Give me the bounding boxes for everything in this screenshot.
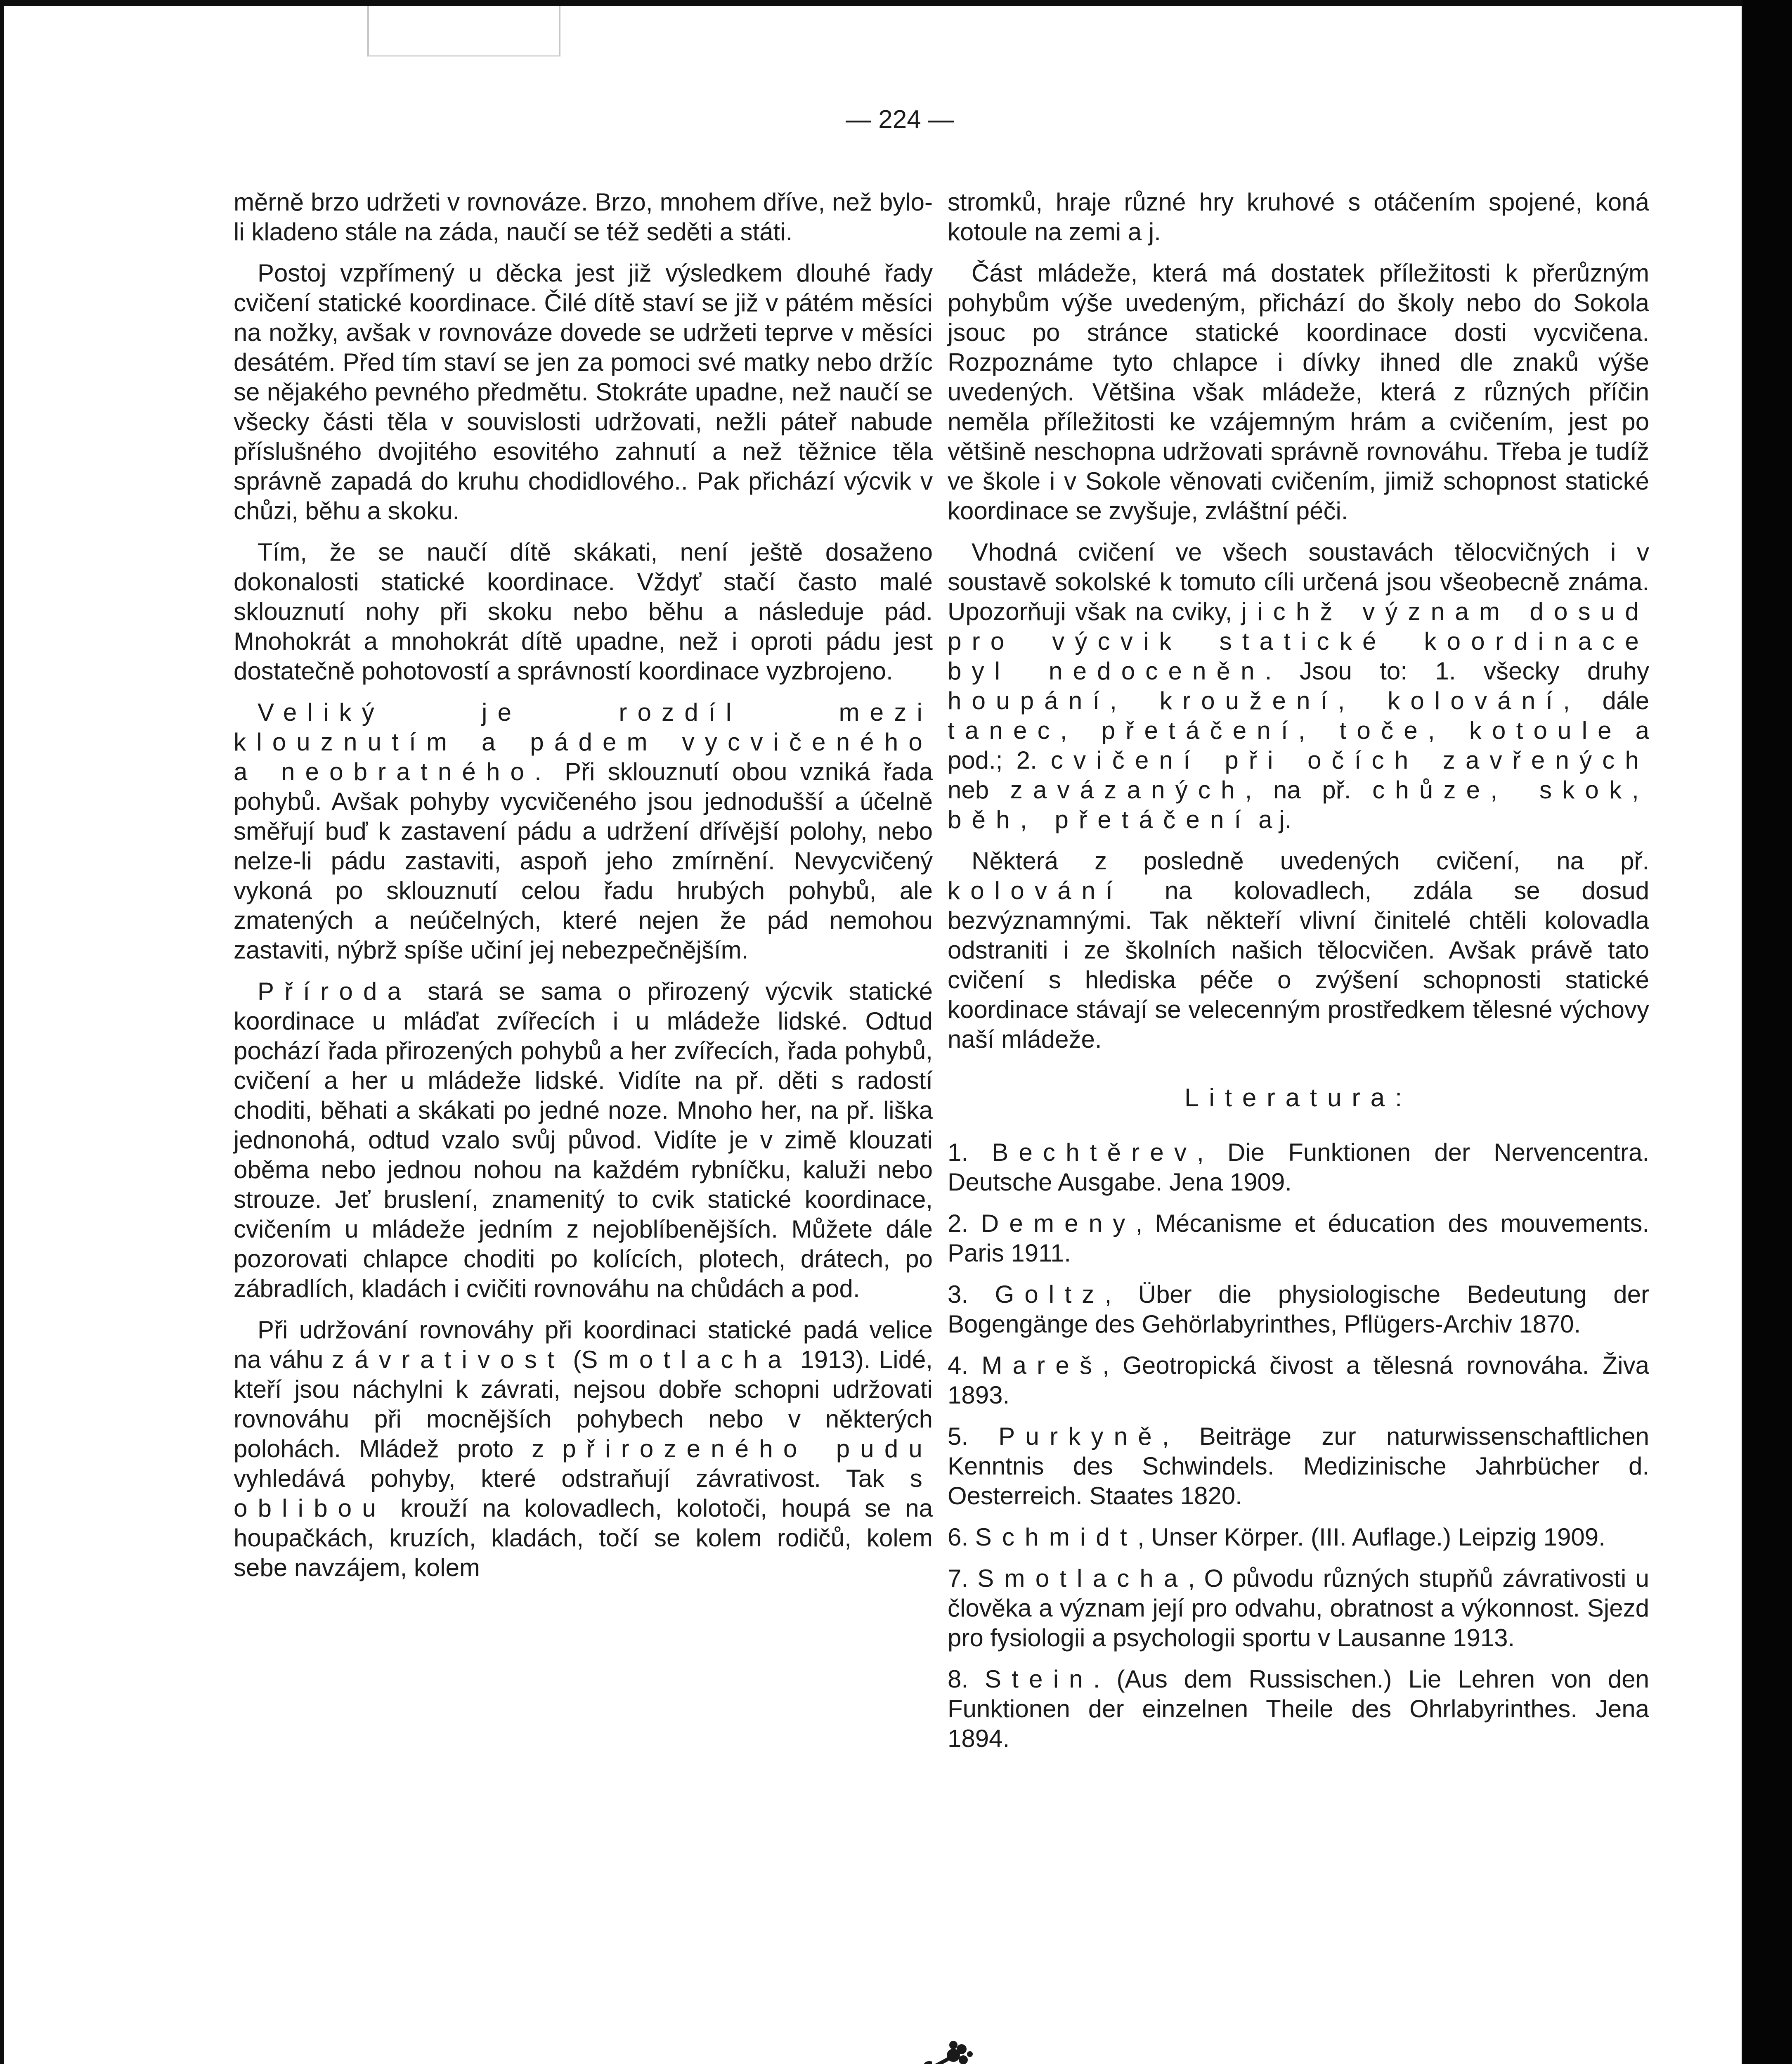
paragraph-text: krouží na kolovadlech, kolotoči, houpá se na houpačkách, kruzích, kladách, točí se kolem rodičů, kolem sebe navzájem, kolem xyxy=(234,1494,933,1581)
reference-item xyxy=(948,1664,1649,1754)
paragraph: měrně brzo udržeti v rovnováze. Brzo, mnohem dříve, než bylo-li kladeno stále na záda, naučí se též seděti a státi. xyxy=(234,188,933,246)
reference-author: Smotlacha xyxy=(977,1565,1188,1592)
paragraph-text: na kolovadlech, zdála se dosud bezvýznamnými. Tak někteří vlivní činitelé chtěli kolovadla odstraniti i ze školních našich tělocvičen. Avšak právě tato cvičení s hlediska péče o zvýšení schopnosti statické koordinace stávají se velecenným prostředkem tělesné výchovy naší mládeže. xyxy=(948,877,1649,1053)
reference-text: . (Aus dem Russischen.) Lie Lehren von den Funktionen der einzelnen Theile des Ohrlabyrinthes. Jena 1894. xyxy=(948,1665,1649,1752)
spaced-emphasis: tanec, přetáčení, toče, kotoule xyxy=(948,717,1622,744)
paragraph-text: Při sklouznutí obou vzniká řada pohybů. Avšak pohyby vycvičeného jsou jednodušší a účelně směřují buď k zastavení pádu a udržení dřívější polohy, nebo nelze-li pádu zastaviti, aspoň jeho zmírnění. Nevycvičený vykoná po sklouznutí celou řadu hrubých pohybů, ale zmatených a neúčelných, které nejen že pád nemohou zastaviti, nýbrž spíše učiní jej nebezpečnějším. xyxy=(234,758,933,964)
reference-number: 6. xyxy=(948,1523,975,1551)
spaced-emphasis: jichž význam dosud pro výcvik statické koordinace byl nedoceněn xyxy=(948,598,1649,685)
book-page xyxy=(4,6,1742,2064)
reference-text: , Beiträge zur naturwissenschaftlichen Kenntnis des Schwindels. Medizinische Jahrbücher d. Oesterreich. Staates 1820. xyxy=(948,1423,1649,1510)
paragraph-text: dále xyxy=(1580,687,1649,715)
spaced-emphasis: s oblibou xyxy=(234,1465,933,1522)
reference-text: , Geotropická čivost a tělesná rovnováha. Živa 1893. xyxy=(948,1352,1649,1409)
spaced-emphasis: houpání, kroužení, kolování, xyxy=(948,687,1581,715)
scan-artifact xyxy=(367,6,560,57)
paragraph-text: Některá z posledně uvedených cvičení, na př. xyxy=(972,847,1649,875)
reference-number: 5. xyxy=(948,1423,999,1450)
reference-item xyxy=(948,1422,1649,1511)
paragraph-text: 1913). Lidé, kteří jsou náchylni k závrati, nejsou dobře schopni udržovati rovnováhu při mocnějších pohybech nebo v některých polohách. Mládež proto z xyxy=(234,1346,933,1463)
reference-item xyxy=(948,1209,1649,1268)
reference-text: , Mécanisme et éducation des mouvements. Paris 1911. xyxy=(948,1210,1649,1267)
right-column xyxy=(948,187,1649,1765)
paragraph-text: Vhodná cvičení ve všech soustavách tělocvičných i v soustavě sokolské k tomuto cíli určená jsou všeobecně známa. Upozorňuji však na cviky, xyxy=(948,538,1649,625)
paragraph-text: . Jsou to: 1. všecky druhy xyxy=(1265,657,1649,685)
paragraph-text: Při udržování rovnováhy při koordinaci statické padá velice na váhu xyxy=(234,1316,933,1373)
paragraph-text: vyhledává pohyby, které odstraňují závrativost. Tak xyxy=(234,1465,910,1492)
spaced-emphasis: Smotlacha xyxy=(581,1346,792,1373)
left-column xyxy=(234,187,933,1594)
paragraph-text: , na př. xyxy=(1245,776,1373,804)
spaced-emphasis: cvičení při očích zavřených xyxy=(1050,746,1650,774)
reference-list xyxy=(948,1138,1649,1754)
spaced-emphasis: chůze, skok, běh, přetáčení xyxy=(948,776,1650,833)
spaced-emphasis: Příroda xyxy=(258,978,412,1005)
paragraph: stromků, hraje různé hry kruhové s otáčením spojené, koná kotoule na zemi a j. xyxy=(948,188,1649,246)
reference-text: , Die Funktionen der Nervencentra. Deutsche Ausgabe. Jena 1909. xyxy=(948,1139,1649,1196)
paragraph: Postoj vzpřímený u děcka jest již výsledkem dlouhé řady cvičení statické koordinace. Čilé dítě staví se již v pátém měsíci na nožky, avšak v rovnováze dovede se udržeti teprve v měsíci desátém. Před tím staví se jen za pomoci své matky nebo držíc se nějakého pevného předmětu. Stokráte upadne, než naučí se všecky části těla v souvislosti udržovati, nežli páteř nabude příslušného dvojitého esovitého zahnutí a než těžnice těla správně zapadá do kruhu chodidlového.. Pak přichází výcvik v chůzi, běhu a skoku. xyxy=(234,259,933,525)
reference-number: 7. xyxy=(948,1565,978,1592)
paragraph xyxy=(948,537,1649,835)
page-number: — 224 — xyxy=(846,105,954,134)
paragraph xyxy=(234,698,933,965)
paragraph-text: a pod.; 2. xyxy=(948,717,1649,774)
reference-author: Demeny xyxy=(981,1210,1136,1237)
reference-item xyxy=(948,1522,1649,1552)
floral-ornament-icon xyxy=(908,2037,974,2064)
reference-number: 8. xyxy=(948,1665,985,1693)
spaced-emphasis: Veliký je rozdíl mezi klouznutím a pádem vycvičeného a neobratného. xyxy=(234,698,933,786)
paragraph-text: neb xyxy=(948,776,1010,804)
spaced-emphasis: závrativost xyxy=(331,1346,565,1373)
paragraph xyxy=(234,977,933,1304)
reference-item xyxy=(948,1564,1649,1653)
paragraph xyxy=(234,1315,933,1583)
reference-item xyxy=(948,1138,1649,1197)
reference-text: , O původu různých stupňů závrativosti u člověka a význam její pro odvahu, obratnost a výkonnost. Sjezd pro fysiologii a psychologii sportu v Lausanne 1913. xyxy=(948,1565,1649,1652)
spaced-emphasis: kolování xyxy=(948,877,1123,904)
spaced-emphasis: zavázaných xyxy=(1010,776,1245,804)
reference-item xyxy=(948,1280,1649,1339)
spaced-emphasis: přirozeného pudu xyxy=(562,1435,933,1463)
reference-text: , Unser Körper. (III. Auflage.) Leipzig 1909. xyxy=(1137,1523,1605,1551)
reference-number: 3. xyxy=(948,1281,995,1308)
literature-heading: Literatura: xyxy=(1184,1084,1412,1112)
paragraph xyxy=(948,846,1649,1054)
reference-author: Bechtěrev xyxy=(992,1139,1197,1166)
reference-author: Mareš xyxy=(981,1352,1103,1379)
reference-number: 1. xyxy=(948,1139,992,1166)
reference-item xyxy=(948,1351,1649,1410)
reference-author: Purkyně xyxy=(998,1423,1162,1450)
reference-author: Stein xyxy=(985,1665,1093,1693)
reference-number: 4. xyxy=(948,1352,982,1379)
paragraph-text: a j. xyxy=(1251,806,1292,833)
reference-text: , Über die physiologische Bedeutung der Bogengänge des Gehörlabyrinthes, Pflügers-Archiv 1870. xyxy=(948,1281,1649,1338)
reference-author: Schmidt xyxy=(975,1523,1137,1551)
reference-number: 2. xyxy=(948,1210,981,1237)
paragraph-text: stará se sama o přirozený výcvik statické koordinace u mláďat zvířecích i u mládeže lidské. Odtud pochází řada přirozených pohybů a her zvířecích, řada pohybů, cvičení a her u mládeže lidské. Vidíte na př. děti s radostí choditi, běhati a skákati po jedné noze. Mnoho her, na př. liška jednonohá, odtud vzalo svůj původ. Vidíte je v zimě klouzati oběma nebo jednou nohou na každém rybníčku, kaluži nebo strouze. Jeť bruslení, znamenitý to cvik statické koordinace, cvičením u mládeže jedním z nejoblíbenějších. Můžete dále pozorovati chlapce choditi po kolících, plotech, drátech, po zábradlích, kladách i cvičiti rovnováhu na chůdách a pod. xyxy=(234,978,933,1302)
paragraph: Tím, že se naučí dítě skákati, není ještě dosaženo dokonalosti statické koordinace. Vždyť stačí často malé sklouznutí nohy při skoku nebo běhu a následuje pád. Mnohokrát a mnohokrát dítě upadne, než i oproti pádu jest dostatečně pohotovostí a správností koordinace vyzbrojeno. xyxy=(234,538,933,685)
scan-border xyxy=(1742,0,1792,2064)
paragraph-text: ( xyxy=(564,1346,582,1373)
reference-author: Goltz xyxy=(995,1281,1105,1308)
paragraph: Část mládeže, která má dostatek příležitosti k přerůzným pohybům výše uvedeným, přichází do školy nebo do Sokola jsouc po stránce statické koordinace dosti vycvičena. Rozpoznáme tyto chlapce i dívky ihned dle znaků výše uvedených. Většina však mládeže, která z různých příčin neměla příležitosti ke vzájemným hrám a cvičením, jest po většině neschopna udržovati správně rovnováhu. Třeba je tudíž ve škole i v Sokole věnovati cvičením, jimiž schopnost statické koordinace se zvyšuje, zvláštní péči. xyxy=(948,259,1649,525)
